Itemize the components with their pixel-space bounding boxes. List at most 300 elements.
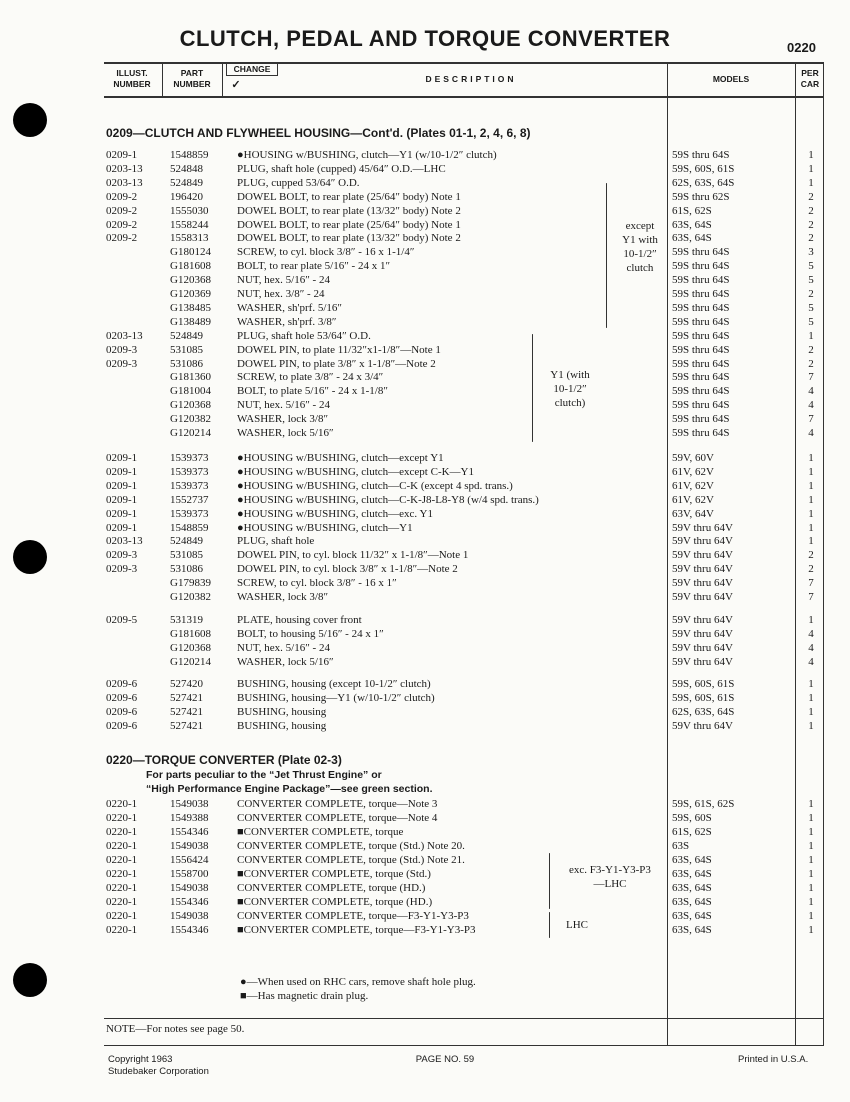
table-row — [0, 479, 850, 493]
table-row — [0, 231, 850, 245]
description-cell: ●HOUSING w/BUSHING, clutch—Y1 (w/10-1/2″ clutch) — [237, 149, 497, 161]
per-car-cell: 1 — [808, 329, 814, 342]
illust-number-cell: 0209-2 — [106, 232, 138, 245]
description-cell: DOWEL BOLT, to rear plate (13/32″ body) Note 2 — [237, 232, 461, 245]
header-illust-line1: ILLUST. — [116, 68, 148, 78]
part-number-cell: 1539373 — [170, 479, 209, 492]
models-cell: 63S, 64S — [672, 910, 712, 922]
models-cell: 61S, 62S — [672, 826, 712, 838]
header-divider-1 — [162, 64, 163, 97]
per-car-cell: 4 — [808, 385, 814, 398]
models-cell: 63S, 64S — [672, 882, 712, 894]
illust-number-cell: 0220-1 — [106, 868, 138, 880]
part-number-cell: G180124 — [170, 246, 211, 259]
note-bottom-rule — [104, 1045, 824, 1046]
part-number-cell: 1554346 — [170, 826, 209, 838]
description-cell: ●HOUSING w/BUSHING, clutch—except C-K—Y1 — [237, 465, 475, 478]
description-cell: NUT, hex. 3/8″ - 24 — [237, 288, 325, 300]
illust-number-cell: 0203-13 — [106, 535, 143, 548]
part-number-cell: 531085 — [170, 343, 203, 356]
illust-number-cell: 0203-13 — [106, 176, 143, 189]
part-number-cell: 524849 — [170, 329, 203, 342]
illust-number-cell: 0209-6 — [106, 719, 138, 732]
header-change — [226, 64, 278, 76]
description-cell: PLUG, shaft hole 53/64″ O.D. — [237, 329, 371, 342]
models-cell: 59S thru 64S — [672, 260, 730, 273]
per-car-cell: 2 — [808, 563, 814, 576]
description-cell: NUT, hex. 5/16″ - 24 — [237, 641, 330, 654]
models-cell: 63S, 64S — [672, 924, 712, 936]
models-cell: 59S thru 64S — [672, 357, 730, 370]
brace-exc-line2: —LHC — [593, 878, 627, 890]
part-number-cell: 1554346 — [170, 924, 209, 936]
description-cell: BUSHING, housing—Y1 (w/10-1/2″ clutch) — [237, 691, 435, 704]
table-row — [0, 562, 850, 576]
table-row — [0, 923, 850, 937]
illust-number-cell: 0209-3 — [106, 343, 138, 356]
per-car-cell: 1 — [808, 507, 814, 520]
illust-number-cell: 0209-1 — [106, 149, 138, 161]
description-cell: WASHER, lock 5/16″ — [237, 655, 334, 668]
models-cell: 59S, 60S — [672, 812, 712, 824]
per-car-cell: 1 — [808, 452, 814, 464]
table-row — [0, 548, 850, 562]
brace-except-y1 — [606, 183, 607, 328]
part-number-cell: 524849 — [170, 176, 203, 189]
table-row — [0, 521, 850, 535]
part-number-cell: 1555030 — [170, 204, 209, 217]
models-cell: 59V thru 64V — [672, 627, 733, 640]
models-cell: 59V thru 64V — [672, 591, 733, 603]
description-cell: BUSHING, housing — [237, 719, 327, 732]
header-illust — [106, 68, 158, 90]
description-cell: ●HOUSING w/BUSHING, clutch—Y1 — [237, 521, 413, 534]
part-number-cell: 1552737 — [170, 493, 209, 506]
per-car-cell: 4 — [808, 427, 814, 439]
description-cell: SCREW, to plate 3/8″ - 24 x 3/4″ — [237, 371, 384, 384]
table-row — [0, 176, 850, 190]
header-part-line1: PART — [180, 68, 204, 78]
brace-except-line1: except — [625, 220, 655, 232]
per-car-cell: 1 — [808, 826, 814, 838]
per-car-cell: 5 — [808, 274, 814, 287]
copyright-line2: Studebaker Corporation — [108, 1066, 209, 1077]
table-row — [0, 627, 850, 641]
models-cell: 59S thru 64S — [672, 315, 730, 328]
section-note-jet-thrust — [146, 768, 433, 796]
printed-in: Printed in U.S.A. — [738, 1054, 809, 1065]
models-cell: 59S thru 64S — [672, 399, 730, 412]
part-number-cell: 1558244 — [170, 218, 209, 231]
per-car-cell: 2 — [808, 288, 814, 300]
part-number-cell: 1549038 — [170, 798, 209, 810]
description-cell: PLUG, shaft hole — [237, 535, 315, 548]
table-row — [0, 811, 850, 825]
part-number-cell: 1558700 — [170, 868, 209, 880]
table-row — [0, 881, 850, 895]
header-models: MODELS — [712, 74, 750, 84]
models-cell: 59S thru 64S — [672, 427, 730, 439]
per-car-cell: 2 — [808, 232, 814, 245]
models-cell: 62S, 63S, 64S — [672, 705, 735, 718]
description-cell: BOLT, to rear plate 5/16″ - 24 x 1″ — [237, 260, 391, 273]
page-number: PAGE NO. 59 — [415, 1054, 475, 1065]
per-car-cell: 1 — [808, 678, 814, 690]
description-cell: SCREW, to cyl. block 3/8″ - 16 x 1″ — [237, 577, 397, 590]
table-row — [0, 357, 850, 371]
models-cell: 59V thru 64V — [672, 577, 733, 590]
table-row — [0, 825, 850, 839]
illust-number-cell: 0209-1 — [106, 465, 138, 478]
part-number-cell: 531085 — [170, 549, 203, 562]
description-cell: WASHER, sh'prf. 3/8″ — [237, 315, 337, 328]
illust-number-cell: 0220-1 — [106, 882, 138, 894]
table-row — [0, 641, 850, 655]
table-row — [0, 412, 850, 426]
table-row — [0, 465, 850, 479]
table-row — [0, 287, 850, 301]
part-number-cell: 1539373 — [170, 507, 209, 520]
header-bottom-rule — [104, 96, 824, 98]
page-code: 0220 — [787, 40, 816, 55]
table-row — [0, 534, 850, 548]
models-cell: 59V thru 64V — [672, 655, 733, 668]
per-car-cell: 1 — [808, 691, 814, 704]
brace-exc-line1: exc. F3-Y1-Y3-P3 — [569, 864, 651, 876]
table-row — [0, 797, 850, 811]
table-row — [0, 315, 850, 329]
illust-number-cell: 0209-1 — [106, 507, 138, 520]
table-row — [0, 613, 850, 627]
illust-number-cell: 0209-6 — [106, 691, 138, 704]
part-number-cell: G181608 — [170, 627, 211, 640]
table-row — [0, 148, 850, 162]
models-cell: 62S, 63S, 64S — [672, 176, 735, 189]
part-number-cell: G120214 — [170, 655, 211, 668]
header-change-mark: ✓ — [231, 79, 241, 91]
description-cell: BUSHING, housing (except 10-1/2″ clutch) — [237, 678, 431, 690]
description-cell: CONVERTER COMPLETE, torque—Note 3 — [237, 798, 438, 810]
models-cell: 59S thru 64S — [672, 385, 730, 398]
table-row — [0, 507, 850, 521]
models-cell: 59S thru 64S — [672, 274, 730, 287]
table-row — [0, 218, 850, 232]
description-cell: ■CONVERTER COMPLETE, torque (HD.) — [237, 896, 433, 908]
illust-number-cell: 0209-3 — [106, 357, 138, 370]
models-cell: 59S thru 64S — [672, 246, 730, 259]
brace-except-line4: clutch — [626, 262, 654, 274]
per-car-cell: 1 — [808, 465, 814, 478]
part-number-cell: G181608 — [170, 260, 211, 273]
part-number-cell: G120382 — [170, 591, 211, 603]
per-car-cell: 1 — [808, 521, 814, 534]
description-cell: DOWEL PIN, to plate 3/8″ x 1-1/8″—Note 2 — [237, 357, 436, 370]
per-car-cell: 1 — [808, 910, 814, 922]
brace-label-exc-f3 — [556, 863, 664, 891]
part-number-cell: 1549038 — [170, 882, 209, 894]
part-number-cell: 531319 — [170, 614, 203, 626]
models-cell: 59V, 60V — [672, 452, 714, 464]
models-cell: 63S, 64S — [672, 896, 712, 908]
description-cell: NUT, hex. 5/16″ - 24 — [237, 274, 330, 287]
part-number-cell: G120368 — [170, 641, 211, 654]
part-number-cell: G181360 — [170, 371, 211, 384]
models-cell: 61V, 62V — [672, 465, 714, 478]
illust-number-cell: 0209-2 — [106, 204, 138, 217]
per-car-cell: 4 — [808, 655, 814, 668]
description-cell: ■CONVERTER COMPLETE, torque — [237, 826, 404, 838]
table-row — [0, 301, 850, 315]
illust-number-cell: 0220-1 — [106, 798, 138, 810]
description-cell: ■CONVERTER COMPLETE, torque (Std.) — [237, 868, 431, 880]
illust-number-cell: 0209-1 — [106, 493, 138, 506]
models-cell: 59V thru 64V — [672, 563, 733, 576]
table-row — [0, 867, 850, 881]
illust-number-cell: 0209-3 — [106, 549, 138, 562]
per-car-cell: 5 — [808, 315, 814, 328]
table-row — [0, 677, 850, 691]
per-car-cell: 3 — [808, 246, 814, 259]
table-row — [0, 398, 850, 412]
models-cell: 59S thru 64S — [672, 288, 730, 300]
part-number-cell: G120368 — [170, 399, 211, 412]
per-car-cell: 1 — [808, 479, 814, 492]
description-cell: ●HOUSING w/BUSHING, clutch—exc. Y1 — [237, 507, 433, 520]
models-cell: 63S, 64S — [672, 232, 712, 245]
per-car-cell: 2 — [808, 190, 814, 203]
illust-number-cell: 0209-1 — [106, 479, 138, 492]
brace-label-y1 — [538, 368, 602, 410]
models-cell: 63V, 64V — [672, 507, 714, 520]
description-cell: NUT, hex. 5/16″ - 24 — [237, 399, 330, 412]
models-cell: 63S — [672, 840, 690, 852]
page-title: CLUTCH, PEDAL AND TORQUE CONVERTER — [179, 26, 671, 51]
description-cell: SCREW, to cyl. block 3/8″ - 16 x 1-1/4″ — [237, 246, 415, 259]
description-cell: PLUG, shaft hole (cupped) 45/64″ O.D.—LHC — [237, 162, 446, 175]
per-car-cell: 1 — [808, 705, 814, 718]
header-divider-2 — [222, 64, 223, 97]
table-row — [0, 259, 850, 273]
table-row — [0, 895, 850, 909]
illust-number-cell: 0209-2 — [106, 218, 138, 231]
part-number-cell: 1554346 — [170, 896, 209, 908]
header-illust-line2: NUMBER — [113, 79, 151, 89]
part-number-cell: 1539373 — [170, 452, 209, 464]
models-cell: 59S thru 64S — [672, 343, 730, 356]
per-car-cell: 5 — [808, 260, 814, 273]
illust-number-cell: 0220-1 — [106, 812, 138, 824]
models-cell: 59S thru 62S — [672, 190, 730, 203]
per-car-cell: 1 — [808, 149, 814, 161]
part-number-cell: 196420 — [170, 190, 203, 203]
part-number-cell: 527420 — [170, 678, 203, 690]
per-car-cell: 4 — [808, 641, 814, 654]
part-number-cell: 527421 — [170, 719, 203, 732]
header-per-car — [796, 68, 824, 90]
description-cell: BOLT, to housing 5/16″ - 24 x 1″ — [237, 627, 384, 640]
description-cell: CONVERTER COMPLETE, torque—F3-Y1-Y3-P3 — [237, 910, 469, 922]
description-cell: WASHER, lock 3/8″ — [237, 413, 329, 426]
brace-y1-line1: Y1 (with — [550, 369, 590, 381]
header-change-label: CHANGE — [233, 64, 271, 74]
notes-reference: NOTE—For notes see page 50. — [106, 1023, 245, 1035]
brace-label-except-y1 — [612, 219, 668, 275]
section-heading-clutch-housing: 0209—CLUTCH AND FLYWHEEL HOUSING—Cont'd. (Plates 01-1, 2, 4, 6, 8) — [106, 126, 531, 140]
table-row — [0, 576, 850, 590]
header-per-line2: CAR — [800, 79, 820, 89]
table-row — [0, 839, 850, 853]
description-cell: ■CONVERTER COMPLETE, torque—F3-Y1-Y3-P3 — [237, 924, 476, 936]
part-number-cell: 1548859 — [170, 521, 209, 534]
description-cell: PLATE, housing cover front — [237, 614, 362, 626]
table-row — [0, 162, 850, 176]
per-car-cell: 1 — [808, 798, 814, 810]
models-cell: 59V thru 64V — [672, 535, 733, 548]
header-top-rule — [104, 62, 824, 64]
illust-number-cell: 0209-1 — [106, 521, 138, 534]
part-number-cell: 1548859 — [170, 149, 209, 161]
header-per-line1: PER — [801, 68, 819, 78]
part-number-cell: G120369 — [170, 288, 211, 300]
description-cell: BUSHING, housing — [237, 705, 327, 718]
per-car-cell: 4 — [808, 627, 814, 640]
note-top-rule — [104, 1018, 824, 1019]
part-number-cell: G120368 — [170, 274, 211, 287]
part-number-cell: 1549038 — [170, 840, 209, 852]
models-cell: 59S, 60S, 61S — [672, 678, 735, 690]
table-row — [0, 245, 850, 259]
per-car-cell: 2 — [808, 218, 814, 231]
part-number-cell: 524848 — [170, 162, 203, 175]
part-number-cell: 531086 — [170, 357, 203, 370]
models-cell: 61V, 62V — [672, 479, 714, 492]
description-cell: WASHER, lock 5/16″ — [237, 427, 334, 439]
illust-number-cell: 0220-1 — [106, 854, 138, 866]
description-cell: DOWEL PIN, to cyl. block 3/8″ x 1-1/8″—Note 2 — [237, 563, 458, 576]
per-car-cell: 1 — [808, 162, 814, 175]
illust-number-cell: 0209-6 — [106, 678, 138, 690]
header-part — [166, 68, 218, 90]
section-note-line1: For parts peculiar to the “Jet Thrust Engine” or — [146, 769, 382, 781]
illust-number-cell: 0220-1 — [106, 924, 138, 936]
binder-hole-top — [13, 103, 47, 137]
illust-number-cell: 0220-1 — [106, 896, 138, 908]
part-number-cell: 1539373 — [170, 465, 209, 478]
illust-number-cell: 0220-1 — [106, 840, 138, 852]
description-cell: BOLT, to plate 5/16″ - 24 x 1-1/8″ — [237, 385, 388, 398]
per-car-cell: 2 — [808, 549, 814, 562]
description-cell: DOWEL BOLT, to rear plate (25/64″ body) Note 1 — [237, 218, 461, 231]
per-car-cell: 2 — [808, 204, 814, 217]
per-car-cell: 1 — [808, 614, 814, 626]
description-cell: WASHER, sh'prf. 5/16″ — [237, 301, 342, 314]
part-number-cell: 1558313 — [170, 232, 209, 245]
per-car-cell: 1 — [808, 924, 814, 936]
per-car-cell: 2 — [808, 343, 814, 356]
table-row — [0, 719, 850, 733]
models-cell: 59S, 60S, 61S — [672, 691, 735, 704]
brace-y1-line3: clutch) — [554, 397, 586, 409]
per-car-cell: 7 — [808, 413, 814, 426]
per-car-cell: 1 — [808, 868, 814, 880]
models-cell: 59S thru 64S — [672, 413, 730, 426]
description-cell: PLUG, cupped 53/64″ O.D. — [237, 176, 360, 189]
models-cell: 59S thru 64S — [672, 371, 730, 384]
models-cell: 61S, 62S — [672, 204, 712, 217]
description-cell: CONVERTER COMPLETE, torque (HD.) — [237, 882, 426, 894]
brace-y1-line2: 10-1/2″ — [553, 383, 587, 395]
per-car-cell: 1 — [808, 719, 814, 732]
illust-number-cell: 0209-2 — [106, 190, 138, 203]
per-car-cell: 4 — [808, 399, 814, 412]
illust-number-cell: 0203-13 — [106, 329, 143, 342]
models-cell: 59S thru 64S — [672, 329, 730, 342]
illust-number-cell: 0220-1 — [106, 826, 138, 838]
table-row — [0, 273, 850, 287]
header-part-line2: NUMBER — [173, 79, 211, 89]
models-cell: 59V thru 64V — [672, 614, 733, 626]
part-number-cell: G120382 — [170, 413, 211, 426]
illust-number-cell: 0209-1 — [106, 452, 138, 464]
per-car-cell: 1 — [808, 812, 814, 824]
description-cell: ●HOUSING w/BUSHING, clutch—C-K-J8-L8-Y8 (w/4 spd. trans.) — [237, 493, 539, 506]
table-row — [0, 204, 850, 218]
table-row — [0, 426, 850, 440]
per-car-cell: 7 — [808, 371, 814, 384]
per-car-cell: 7 — [808, 577, 814, 590]
per-car-cell: 2 — [808, 357, 814, 370]
legend-square: ■—Has magnetic drain plug. — [240, 990, 369, 1002]
per-car-cell: 1 — [808, 840, 814, 852]
table-row — [0, 384, 850, 398]
per-car-cell: 5 — [808, 301, 814, 314]
per-car-cell: 1 — [808, 493, 814, 506]
illust-number-cell: 0203-13 — [106, 162, 143, 175]
brace-label-lhc: LHC — [566, 919, 588, 931]
per-car-cell: 1 — [808, 854, 814, 866]
description-cell: DOWEL BOLT, to rear plate (25/64″ body) Note 1 — [237, 190, 461, 203]
header-description: DESCRIPTION — [425, 74, 517, 84]
illust-number-cell: 0209-3 — [106, 563, 138, 576]
description-cell: CONVERTER COMPLETE, torque (Std.) Note 20. — [237, 840, 465, 852]
models-cell: 59V thru 64V — [672, 549, 733, 562]
part-number-cell: 531086 — [170, 563, 203, 576]
table-row — [0, 451, 850, 465]
part-number-cell: G120214 — [170, 427, 211, 439]
table-row — [0, 590, 850, 604]
brace-y1-with — [532, 334, 533, 442]
part-number-cell: G138485 — [170, 301, 211, 314]
section-heading-torque-converter: 0220—TORQUE CONVERTER (Plate 02-3) — [106, 753, 342, 767]
table-row — [0, 493, 850, 507]
part-number-cell: 527421 — [170, 705, 203, 718]
table-row — [0, 705, 850, 719]
models-cell: 59S, 61S, 62S — [672, 798, 735, 810]
table-row — [0, 853, 850, 867]
copyright — [108, 1054, 209, 1078]
brace-lhc — [549, 912, 550, 938]
models-cell: 59S, 60S, 61S — [672, 162, 735, 175]
models-cell: 63S, 64S — [672, 868, 712, 880]
description-cell: WASHER, lock 3/8″ — [237, 591, 329, 603]
brace-except-line2: Y1 with — [622, 234, 658, 246]
description-cell: ●HOUSING w/BUSHING, clutch—except Y1 — [237, 452, 444, 464]
models-cell: 59S thru 64S — [672, 149, 730, 161]
section-note-line2: “High Performance Engine Package”—see green section. — [146, 783, 433, 795]
per-car-cell: 1 — [808, 896, 814, 908]
brace-except-line3: 10-1/2″ — [623, 248, 657, 260]
table-row — [0, 655, 850, 669]
